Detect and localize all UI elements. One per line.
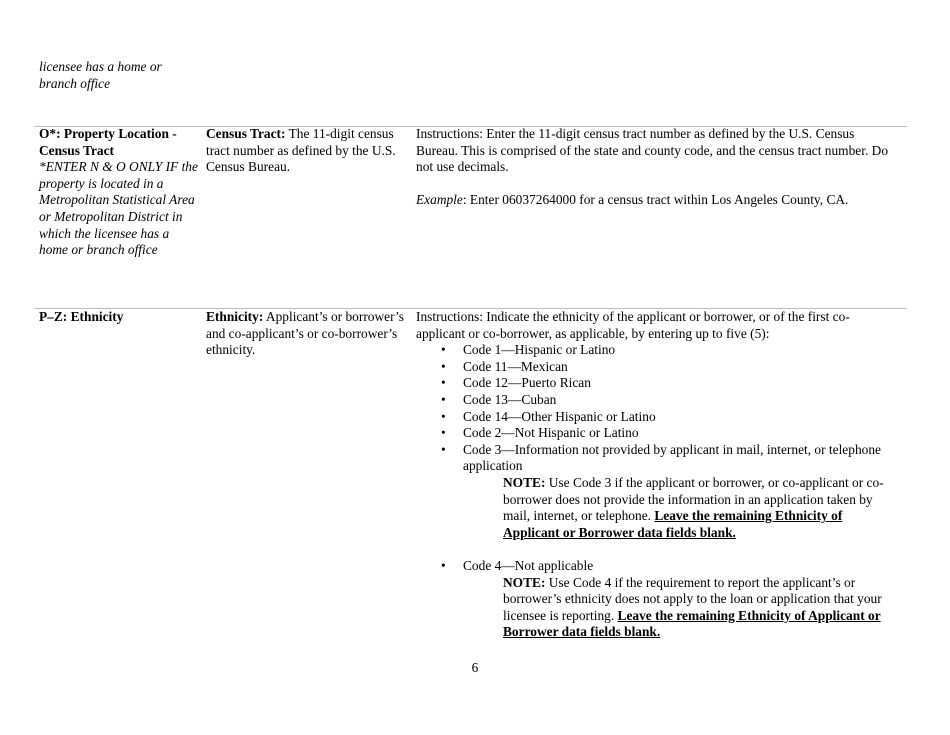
field-title-p: P–Z: Ethnicity bbox=[39, 309, 124, 324]
instructions-cell-o bbox=[416, 126, 896, 209]
note-emphasis: Leave the remaining Ethnicity of Applicant or Borrower data fields blank. bbox=[503, 607, 881, 640]
list-item: • Code 2—Not Hispanic or Latino bbox=[416, 425, 896, 442]
note-text: Use Code 4 if the requirement to report the applicant’s or borrower’s ethnicity does not apply to the loan or application that your licensee is reporting. bbox=[503, 574, 882, 623]
field-cell-o bbox=[39, 126, 199, 259]
list-item: • Code 4—Not applicable bbox=[416, 558, 896, 575]
definition-text-o: The 11-digit census tract number as defined by the U.S. Census Bureau. bbox=[206, 126, 396, 175]
list-item: • Code 13—Cuban bbox=[416, 392, 896, 409]
field-title-o: O*: Property Location - Census Tract bbox=[39, 126, 177, 158]
field-cell-p bbox=[39, 309, 199, 326]
definition-cell-o bbox=[206, 126, 406, 176]
instructions-cell-p bbox=[416, 309, 896, 641]
list-item: • Code 1—Hispanic or Latino bbox=[416, 342, 896, 359]
list-item: • Code 11—Mexican bbox=[416, 359, 896, 376]
list-item: • Code 14—Other Hispanic or Latino bbox=[416, 409, 896, 426]
definition-text-p: Applicant’s or borrower’s and co-applicant’s or co-borrower’s ethnicity. bbox=[206, 309, 404, 358]
code-4-list bbox=[416, 558, 896, 575]
ethnicity-code-list bbox=[416, 342, 896, 475]
instructions-text-p: Instructions: Indicate the ethnicity of the applicant or borrower, or of the first co-applicant or co-borrower, as applicable, by entering up to five (5): bbox=[416, 309, 850, 341]
note-code-4 bbox=[416, 575, 896, 641]
continued-condition-text: licensee has a home or branch office bbox=[39, 59, 162, 91]
definition-label-o: Census Tract: bbox=[206, 126, 286, 141]
page-number: 6 bbox=[471, 660, 479, 675]
note-code-3 bbox=[416, 475, 896, 541]
note-label: NOTE: bbox=[503, 474, 546, 490]
note-emphasis: Leave the remaining Ethnicity of Applicant or Borrower data fields blank. bbox=[503, 508, 843, 540]
example-o bbox=[416, 192, 896, 209]
example-text: : Enter 06037264000 for a census tract within Los Angeles County, CA. bbox=[462, 192, 849, 208]
definition-label-p: Ethnicity: bbox=[206, 309, 264, 324]
list-item: • Code 12—Puerto Rican bbox=[416, 375, 896, 392]
note-label: NOTE: bbox=[503, 574, 546, 590]
list-item: • Code 3—Information not provided by applicant in mail, internet, or telephone application bbox=[416, 442, 896, 475]
note-text: Use Code 3 if the applicant or borrower, or co-applicant or co-borrower does not provide the information in an application taken by mail, internet, or telephone. bbox=[503, 474, 884, 524]
field-condition-o: *ENTER N & O ONLY IF the property is located in a Metropolitan Statistical Area or Metropolitan District in which the licensee has a home or branch office bbox=[39, 159, 198, 258]
instructions-text-o: Instructions: Enter the 11-digit census tract number as defined by the U.S. Census Bureau. This is comprised of the state and county code, and the census tract number. Do not use decimals. bbox=[416, 126, 889, 175]
definition-cell-p bbox=[206, 309, 406, 359]
example-label: Example bbox=[416, 192, 463, 208]
